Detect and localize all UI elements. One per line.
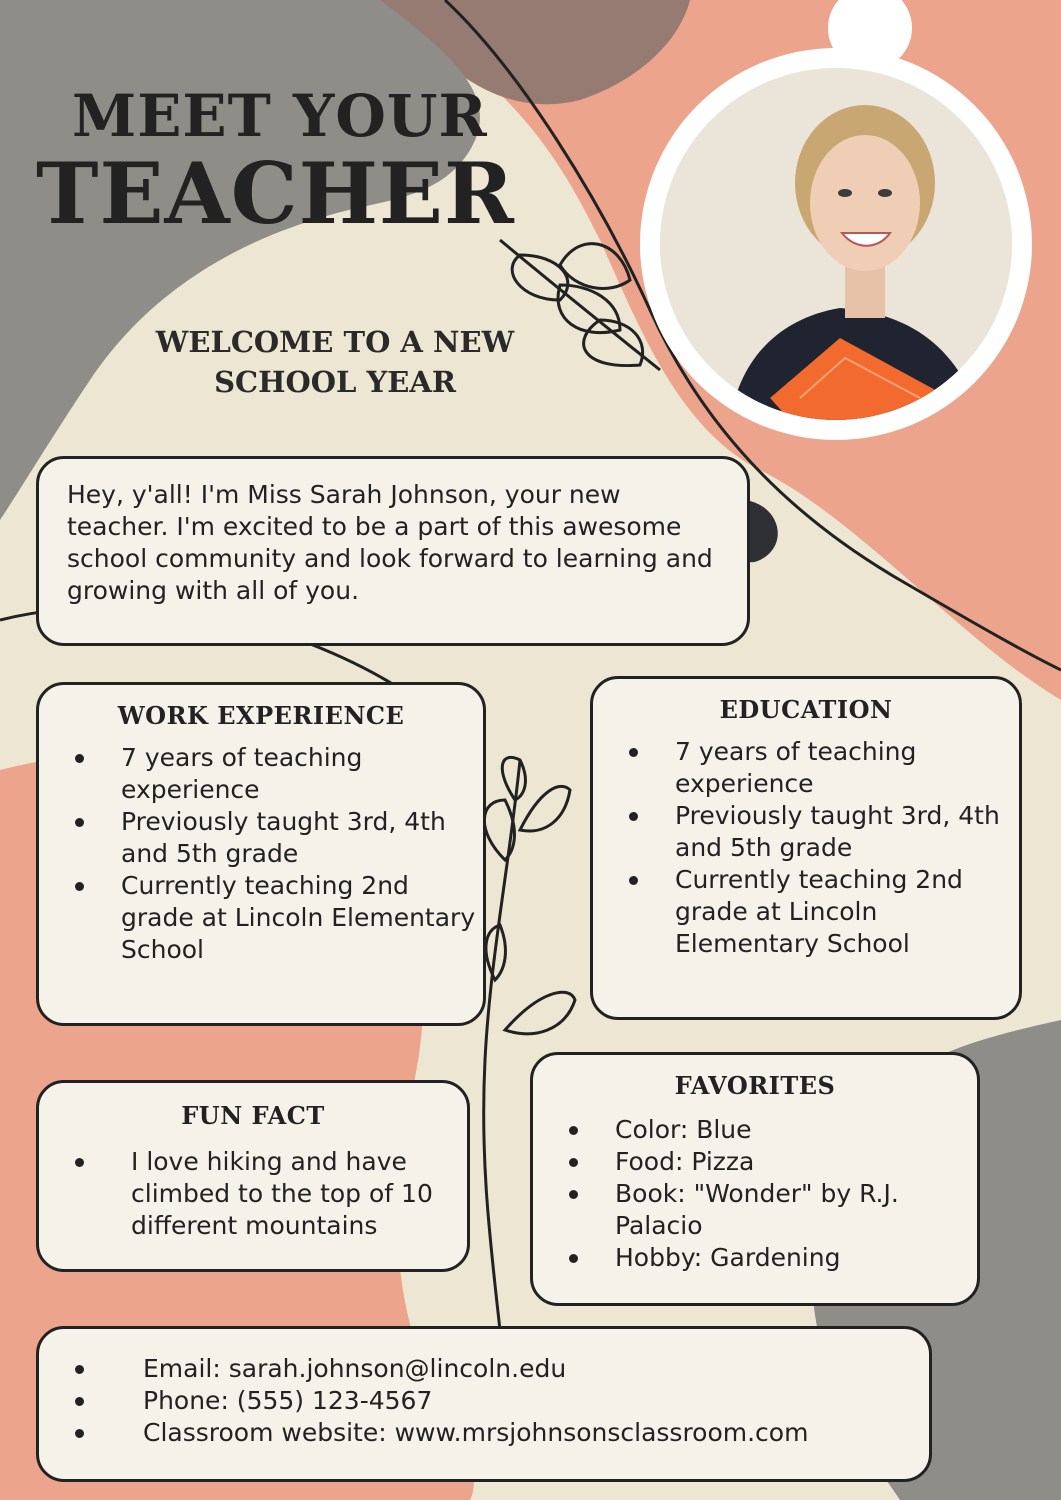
education-card [590,676,1022,1020]
work-experience-card [36,682,486,1026]
intro-text: Hey, y'all! I'm Miss Sarah Johnson, your new teacher. I'm excited to be a part of this awesome school community and look forward to learning and growing with all of you. [67,480,713,605]
intro-card [36,456,750,646]
list-item: Currently teaching 2nd grade at Lincoln Elementary School [593,864,1019,960]
contact-email[interactable]: Email: sarah.johnson@lincoln.edu [39,1353,929,1385]
teacher-portrait-illustration [660,68,1012,420]
contact-list [39,1353,929,1449]
teacher-photo [660,68,1012,420]
favorites-heading: FAVORITES [674,1071,836,1100]
work-experience-heading: WORK EXPERIENCE [117,701,405,730]
favorites-card [530,1052,980,1306]
fun-fact-card [36,1080,470,1272]
contact-website[interactable]: Classroom website: www.mrsjohnsonsclassroom.com [39,1417,929,1449]
fun-fact-heading: FUN FACT [181,1101,325,1130]
list-item: Previously taught 3rd, 4th and 5th grade [39,806,483,870]
list-item: Previously taught 3rd, 4th and 5th grade [593,800,1019,864]
title-line-1: MEET YOUR [72,82,488,150]
list-item: Food: Pizza [533,1146,977,1178]
list-item: 7 years of teaching experience [593,736,1019,800]
photo-frame [640,48,1032,440]
list-item: Color: Blue [533,1114,977,1146]
contact-phone[interactable]: Phone: (555) 123-4567 [39,1385,929,1417]
subtitle: WELCOME TO A NEW SCHOOL YEAR [155,325,515,399]
education-list [593,736,1019,960]
list-item: Hobby: Gardening [533,1242,977,1274]
fun-fact-list [39,1146,467,1242]
list-item: 7 years of teaching experience [39,742,483,806]
title-line-2: TEACHER [36,144,515,243]
education-heading: EDUCATION [719,695,893,724]
contact-card [36,1326,932,1482]
list-item: Currently teaching 2nd grade at Lincoln Elementary School [39,870,483,966]
work-experience-list [39,742,483,966]
list-item: I love hiking and have climbed to the top of 10 different mountains [39,1146,467,1242]
list-item: Book: "Wonder" by R.J. Palacio [533,1178,977,1242]
favorites-list [533,1114,977,1274]
